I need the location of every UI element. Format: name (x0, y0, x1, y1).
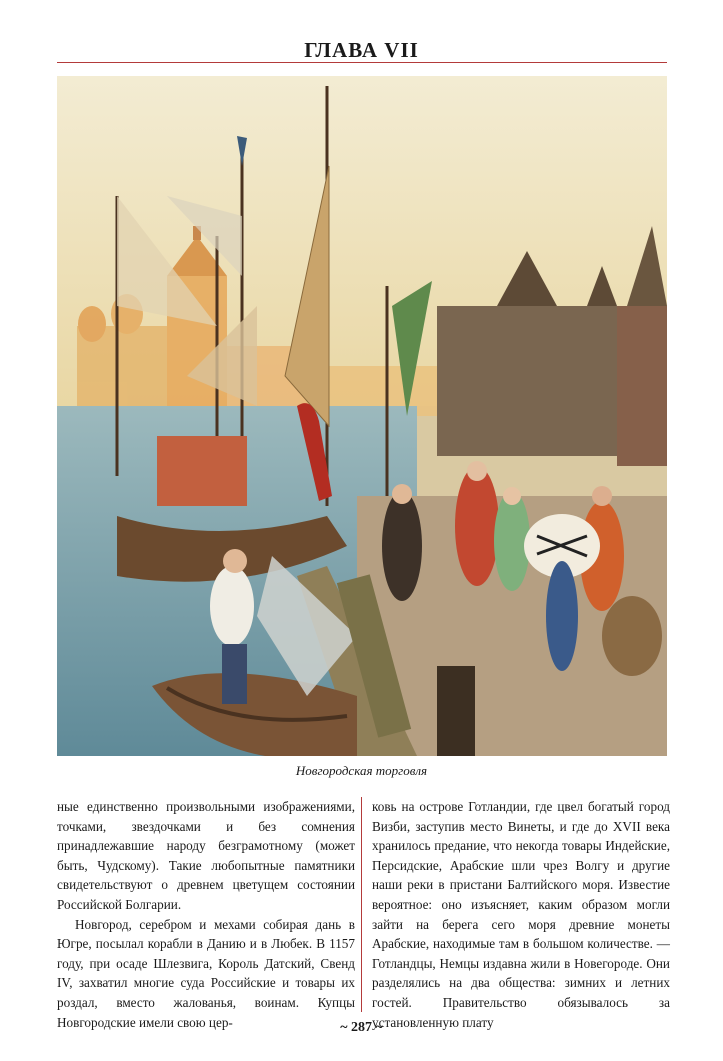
text-column-right (372, 797, 670, 1032)
painting (57, 76, 667, 756)
paragraph: Новгород, серебром и мехами собирая дань в Югре, посылал корабли в Данию и в Любек. В 1157 году, при осаде Шлезвига, Король Датский, Свенд IV, захватил многие суда Российские и товары их роздал, вместо жалованья, воинам. Купцы Новгородские имели свою цер- (57, 916, 355, 1030)
title-divider (57, 62, 667, 63)
column-divider (361, 797, 362, 1012)
text-column-left (57, 797, 355, 1032)
paragraph: ные единственно произвольными изображениями, точками, звездочками и без сомнения принадлежавшие народу безграмотному (может быть, Чудскому). Такие любопытные памятники свидетельствуют о древнем цветущем состоянии Российской Болгарии. (57, 799, 355, 912)
figure-caption: Новгородская торговля (295, 763, 428, 778)
chapter-title: ГЛАВА VII (304, 38, 419, 62)
page-number: ~ 287 ~ (340, 1020, 383, 1035)
illustration-novgorod-trade (57, 76, 667, 756)
paragraph: ковь на острове Готландии, где цвел богатый город Визби, заступив место Винеты, и где до XVII века хранилось предание, что некогда товары Индейские, Персидские, Арабские шли чрез Волгу и другие наши реки в пристани Балтийского моря. Известие вероятное: оно изъясняет, каким образом могли зайти на берега сего моря древние монеты Арабские, находимые там в большом количестве. — Готландцы, Немцы издавна жили в Новегороде. Они разделялись на два общества: зимних и летних гостей. Правительство обязывалось за установленную плату (372, 799, 670, 1030)
